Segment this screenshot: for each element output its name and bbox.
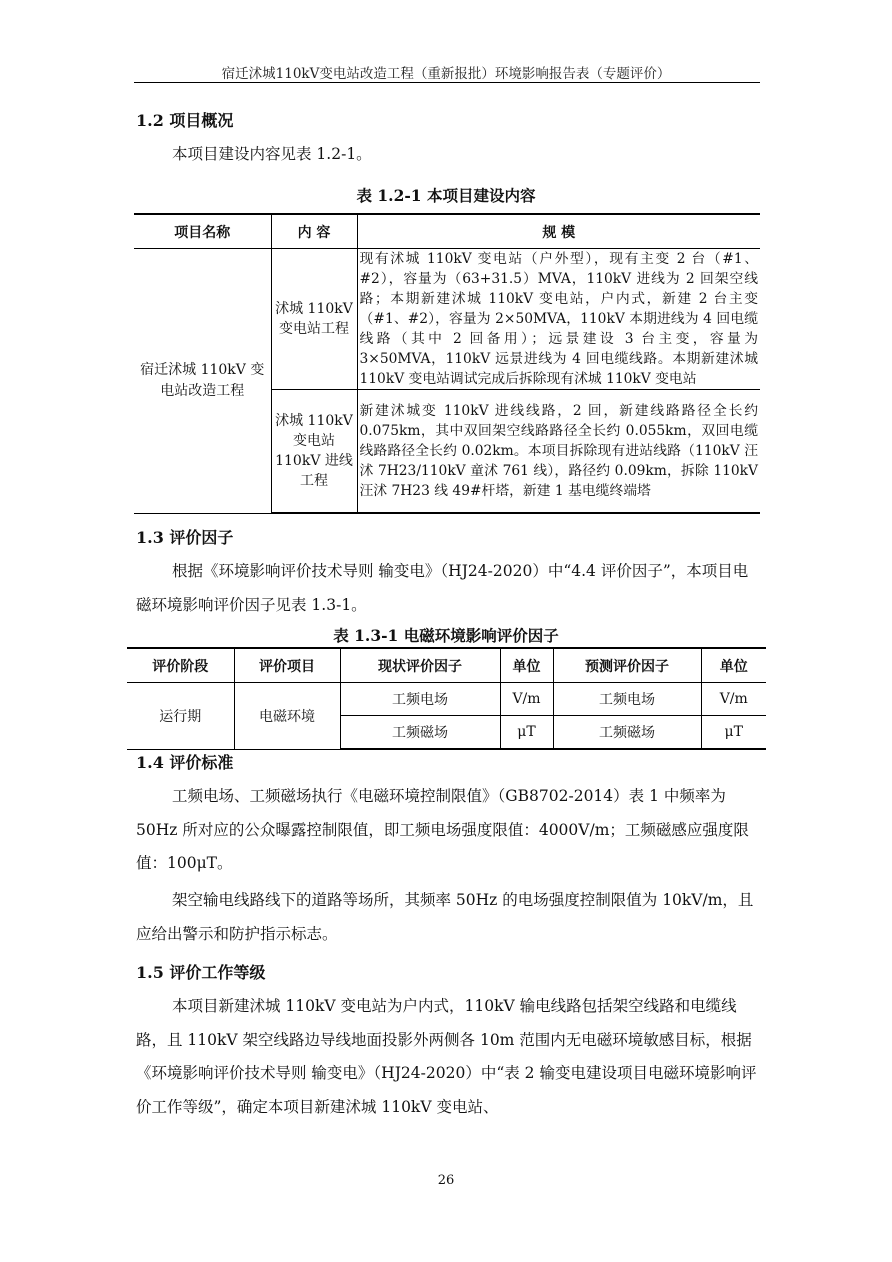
table-1-3-1 [127, 647, 766, 750]
table-1-3-1-caption: 表 1.3-1 电磁环境影响评价因子 [333, 626, 559, 645]
section-1-2-intro: 本项目建设内容见表 1.2-1。 [172, 145, 372, 163]
col-header-item: 评价项目 [234, 648, 340, 683]
unit-cell: V/m [701, 683, 766, 716]
section-heading-1-5: 1.5 评价工作等级 [136, 963, 266, 982]
table-row [127, 683, 766, 716]
table-row [134, 249, 760, 390]
col-header-scale: 规 模 [357, 214, 760, 249]
section-heading-1-2: 1.2 项目概况 [136, 111, 234, 130]
table-header-row [134, 214, 760, 249]
unit-cell: V/m [500, 683, 553, 716]
table-1-2-1-caption: 表 1.2-1 本项目建设内容 [356, 186, 536, 205]
col-header-unit: 单位 [500, 648, 553, 683]
unit-cell: μT [500, 716, 553, 750]
project-name-cell: 宿迁沭城 110kV 变电站改造工程 [134, 249, 271, 514]
scale-cell: 新建沭城变 110kV 进线线路，2 回，新建线路路径全长约 0.075km，其中双回架空线路路径全长约 0.055km，双回电缆线路路径全长约 0.02km。本项目拆除现有进站线路（110kV 汪沭 7H23/110kV 童沭 761 线），路径约 0.09km，拆除 110kV 汪沭 7H23 线 49#杆塔，新建 1 基电缆终端塔 [357, 390, 760, 514]
section-1-3-paragraph: 根据《环境影响评价技术导则 输变电》（HJ24-2020）中“4.4 评价因子”，本项目电磁环境影响评价因子见表 1.3-1。 [136, 562, 749, 614]
section-1-4-paragraph-1: 工频电场、工频磁场执行《电磁环境控制限值》（GB8702-2014）表 1 中频率为 50Hz 所对应的公众曝露控制限值，即工频电场强度限值：4000V/m；工频磁感应强度限值：100μT。 [136, 787, 749, 872]
col-header-current-factor: 现状评价因子 [340, 648, 500, 683]
item-cell: 电磁环境 [234, 683, 340, 750]
item-cell: 沭城 110kV 变电站 110kV 进线工程 [271, 390, 357, 514]
col-header-project-name: 项目名称 [134, 214, 271, 249]
col-header-predict-factor: 预测评价因子 [553, 648, 701, 683]
col-header-unit: 单位 [701, 648, 766, 683]
unit-cell: μT [701, 716, 766, 750]
col-header-stage: 评价阶段 [127, 648, 234, 683]
section-heading-1-4: 1.4 评价标准 [136, 753, 234, 772]
section-1-5-paragraph: 本项目新建沭城 110kV 变电站为户内式，110kV 输电线路包括架空线路和电缆线路，且 110kV 架空线路边导线地面投影外两侧各 10m 范围内无电磁环境敏感目标，根据《环境影响评价技术导则 输变电》（HJ24-2020）中“表 2 输变电建设项目电磁环境影响评价工作等级”，确定本项目新建沭城 110kV 变电站、 [136, 997, 757, 1116]
predict-factor-cell: 工频磁场 [553, 716, 701, 750]
section-1-4-paragraph-2: 架空输电线路线下的道路等场所，其频率 50Hz 的电场强度控制限值为 10kV/m，且应给出警示和防护指示标志。 [136, 891, 754, 943]
page-number: 26 [437, 1173, 455, 1188]
col-header-content: 内 容 [271, 214, 357, 249]
page-header: 宿迁沭城110kV变电站改造工程（重新报批）环境影响报告表（专题评价） [221, 66, 671, 82]
predict-factor-cell: 工频电场 [553, 683, 701, 716]
table-1-2-1 [134, 213, 760, 514]
current-factor-cell: 工频磁场 [340, 716, 500, 750]
section-heading-1-3: 1.3 评价因子 [136, 528, 234, 547]
item-cell: 沭城 110kV 变电站工程 [271, 249, 357, 390]
current-factor-cell: 工频电场 [340, 683, 500, 716]
stage-cell: 运行期 [127, 683, 234, 750]
table-header-row [127, 648, 766, 683]
scale-cell: 现有沭城 110kV 变电站（户外型），现有主变 2 台（#1、#2），容量为（63+31.5）MVA，110kV 进线为 2 回架空线路；本期新建沭城 110kV 变电站，户内式，新建 2 台主变（#1、#2），容量为 2×50MVA，110kV 本期进线为 4 回电缆线路（其中 2 回备用）；远景建设 3 台主变，容量为 3×50MVA，110kV 远景进线为 4 回电缆线路。本期新建沭城 110kV 变电站调试完成后拆除现有沭城 110kV 变电站 [357, 249, 760, 390]
header-rule [134, 82, 760, 83]
